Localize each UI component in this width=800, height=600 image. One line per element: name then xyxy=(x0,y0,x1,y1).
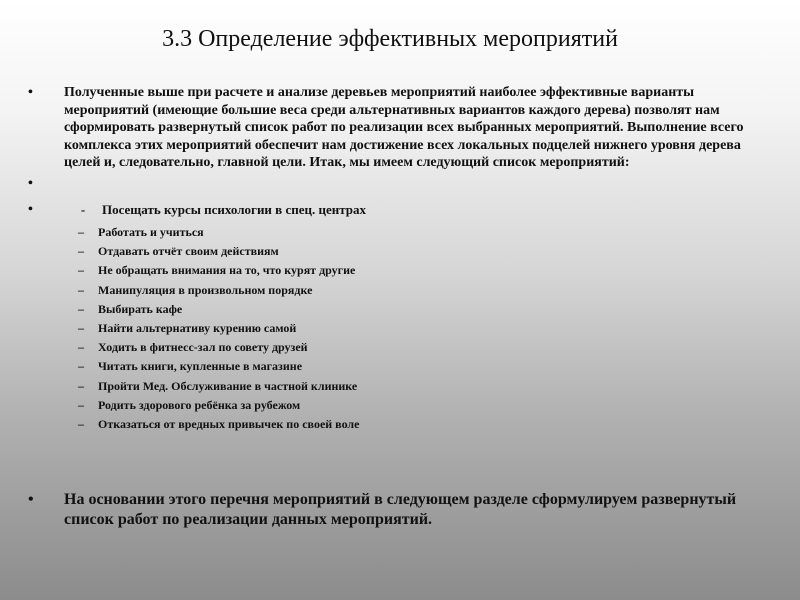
list-item xyxy=(28,261,768,280)
list-item xyxy=(28,223,768,242)
list-item-text: Читать книги, купленные в магазине xyxy=(98,359,303,374)
list-item-text: Отдавать отчёт своим действиям xyxy=(98,244,279,259)
list-item xyxy=(28,242,768,261)
measures-list xyxy=(28,223,768,434)
list-item xyxy=(28,281,768,300)
list-item-text: Пройти Мед. Обслуживание в частной клинике xyxy=(98,378,358,393)
list-item-text: Родить здорового ребёнка за рубежом xyxy=(98,397,301,412)
dash-marker: – xyxy=(78,359,84,374)
list-item xyxy=(28,300,768,319)
list-item-text: Выбирать кафе xyxy=(98,301,183,316)
list-item xyxy=(28,338,768,357)
list-item-text: Не обращать внимания на то, что курят другие xyxy=(98,263,356,278)
dash-marker: – xyxy=(78,340,84,355)
dash-marker: – xyxy=(78,282,84,297)
dash-marker: – xyxy=(78,416,84,431)
list-item-text: Найти альтернативу курению самой xyxy=(98,320,297,335)
list-item xyxy=(28,377,768,396)
bullet-marker: • xyxy=(28,201,33,217)
dash-marker: – xyxy=(78,263,84,278)
list-item-text: Манипуляция в произвольном порядке xyxy=(98,282,313,297)
list-item-text: Ходить в фитнесс-зал по совету друзей xyxy=(98,340,308,355)
list-item-text: Работать и учиться xyxy=(98,225,204,239)
bullet-marker: • xyxy=(28,491,34,508)
bullet-marker: • xyxy=(28,175,33,191)
bullet-list xyxy=(28,84,768,434)
list-item xyxy=(28,396,768,415)
empty-bullet xyxy=(28,175,768,197)
dash-marker: – xyxy=(78,397,84,412)
first-measure-text: Посещать курсы психологии в спец. центрах xyxy=(102,201,366,217)
conclusion-bullet xyxy=(28,490,768,530)
intro-bullet xyxy=(28,84,768,172)
intro-paragraph: Полученные выше при расчете и анализе деревьев мероприятий наиболее эффективные варианты мероприятий (имеющие большие веса среди альтернативных вариантов каждого дерева) позволят нам сформировать развернутый список работ по реализации всех выбранных мероприятий. Выполнение всего комплекса этих мероприятий обеспечит нам достижение всех локальных подцелей нижнего уровня дерева целей и, следовательно, главной цели. Итак, мы имеем следующий список мероприятий: xyxy=(64,85,744,170)
list-item-text: Отказаться от вредных привычек по своей воле xyxy=(98,416,360,431)
dash-marker: - xyxy=(80,201,86,217)
slide-title: 3.3 Определение эффективных мероприятий xyxy=(162,26,618,52)
list-item xyxy=(28,357,768,376)
dash-marker: – xyxy=(78,301,84,316)
list-item xyxy=(28,415,768,434)
dash-marker: – xyxy=(78,225,84,239)
dash-marker: – xyxy=(78,378,84,393)
conclusion-paragraph: На основании этого перечня мероприятий в следующем разделе сформулируем развернутый список работ по реализации данных мероприятий. xyxy=(64,491,737,528)
list-item xyxy=(28,319,768,338)
first-measure-bullet xyxy=(28,201,768,219)
dash-marker: – xyxy=(78,320,84,335)
dash-marker: – xyxy=(78,244,84,259)
bullet-marker: • xyxy=(28,85,33,100)
